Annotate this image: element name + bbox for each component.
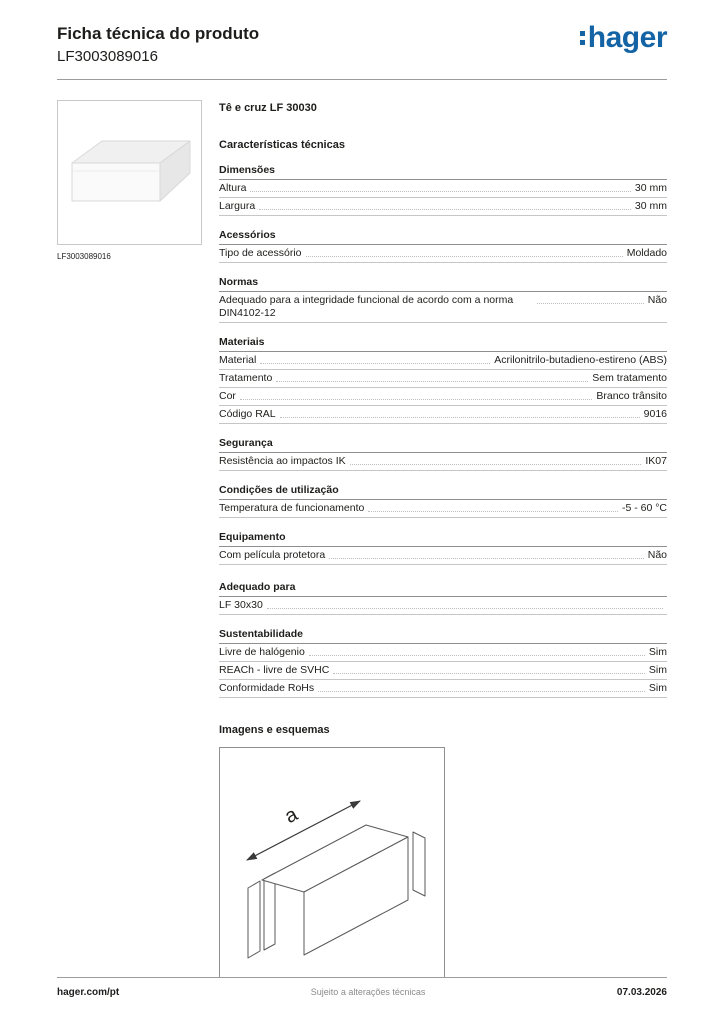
spec-section (219, 437, 667, 471)
spec-label: Conformidade RoHs (219, 682, 315, 694)
images-heading: Imagens e esquemas (219, 724, 330, 736)
dotted-leader (280, 408, 640, 418)
section-title: Adequado para (219, 581, 667, 597)
dotted-leader (333, 664, 645, 674)
dotted-leader (259, 200, 631, 210)
spec-value: Moldado (626, 247, 667, 259)
logo-text: hager (587, 21, 667, 54)
spec-row (219, 406, 667, 424)
spec-label: Altura (219, 182, 247, 194)
hager-logo (580, 21, 667, 54)
product-name: Tê e cruz LF 30030 (219, 102, 317, 114)
dotted-leader (537, 294, 644, 304)
spec-value: -5 - 60 °C (621, 502, 667, 514)
spec-value: 30 mm (634, 182, 667, 194)
spec-label: REACh - livre de SVHC (219, 664, 330, 676)
technical-drawing-svg (220, 748, 444, 977)
section-title: Dimensões (219, 164, 667, 180)
spec-value: Sim (648, 682, 667, 694)
spec-section (219, 276, 667, 323)
dotted-leader (250, 182, 630, 192)
footer-date: 07.03.2026 (616, 987, 667, 998)
dotted-leader (309, 646, 645, 656)
spec-row (219, 388, 667, 406)
spec-section (219, 229, 667, 263)
dotted-leader (329, 549, 644, 559)
dotted-leader (350, 455, 642, 465)
spec-row (219, 245, 667, 263)
spec-section (219, 164, 667, 216)
footer-note: Sujeito a alterações técnicas (310, 987, 426, 997)
product-reference: LF3003089016 (57, 48, 158, 65)
spec-row (219, 180, 667, 198)
spec-column (219, 100, 667, 978)
section-title: Materiais (219, 336, 667, 352)
spec-row (219, 453, 667, 471)
spec-section (219, 484, 667, 518)
spec-section (219, 581, 667, 615)
spec-row (219, 680, 667, 698)
spec-sections (219, 164, 667, 565)
spec-label: Tipo de acessório (219, 247, 302, 259)
spec-row (219, 352, 667, 370)
logo-colon-icon (580, 31, 585, 45)
spec-section (219, 531, 667, 565)
spec-value: 9016 (643, 408, 667, 420)
dotted-leader (240, 390, 592, 400)
section-title: Segurança (219, 437, 667, 453)
spec-label: Material (219, 354, 257, 366)
spec-label: Adequado para a integridade funcional de acordo com a norma DIN4102-12 (219, 294, 514, 319)
spec-section (219, 628, 667, 698)
dotted-leader (260, 354, 490, 364)
header-titles (57, 24, 259, 65)
spec-section (219, 336, 667, 424)
section-title: Normas (219, 276, 667, 292)
main-content (57, 100, 667, 978)
spec-value: Não (647, 549, 667, 561)
spec-row (219, 547, 667, 565)
spec-label: Cor (219, 390, 236, 402)
footer-link[interactable]: hager.com/pt (57, 987, 120, 998)
spec-label: Resistência ao impactos IK (219, 455, 346, 467)
spec-label: Tratamento (219, 372, 273, 384)
section-title: Equipamento (219, 531, 667, 547)
spec-value: 30 mm (634, 200, 667, 212)
page-header (57, 21, 667, 80)
dotted-leader (276, 372, 588, 382)
spec-value: IK07 (645, 455, 667, 467)
spec-label: Com película protetora (219, 549, 326, 561)
spec-value: Acrilonitrilo-butadieno-estireno (ABS) (494, 354, 667, 366)
photo-caption: LF3003089016 (57, 252, 111, 261)
product-photo (57, 100, 202, 245)
spec-row (219, 662, 667, 680)
photo-column (57, 100, 203, 978)
page-title: Ficha técnica do produto (57, 24, 260, 43)
dotted-leader (318, 682, 645, 692)
spec-value: Não (647, 294, 667, 306)
technical-drawing (219, 747, 445, 978)
page-footer (57, 977, 667, 998)
section-title: Condições de utilização (219, 484, 667, 500)
spec-value: Sem tratamento (592, 372, 667, 384)
product-photo-render (58, 101, 201, 244)
spec-label: LF 30x30 (219, 599, 263, 611)
dotted-leader (267, 599, 663, 609)
spec-row (219, 644, 667, 662)
spec-value: Sim (648, 646, 667, 658)
spec-row (219, 597, 667, 615)
spec-label: Código RAL (219, 408, 276, 420)
spec-value: Sim (648, 664, 667, 676)
section-title: Acessórios (219, 229, 667, 245)
spec-value: Branco trânsito (596, 390, 667, 402)
spec-row (219, 500, 667, 518)
spec-label: Largura (219, 200, 256, 212)
spec-label: Temperatura de funcionamento (219, 502, 365, 514)
spec-row (219, 370, 667, 388)
spec-label: Livre de halógenio (219, 646, 305, 658)
spec-row (219, 198, 667, 216)
dimension-label-a: a (281, 803, 302, 829)
dotted-leader (368, 502, 618, 512)
section-title: Sustentabilidade (219, 628, 667, 644)
extra-sections (219, 581, 667, 698)
tech-characteristics-heading: Características técnicas (219, 139, 345, 151)
spec-row (219, 292, 667, 323)
dotted-leader (306, 247, 623, 257)
